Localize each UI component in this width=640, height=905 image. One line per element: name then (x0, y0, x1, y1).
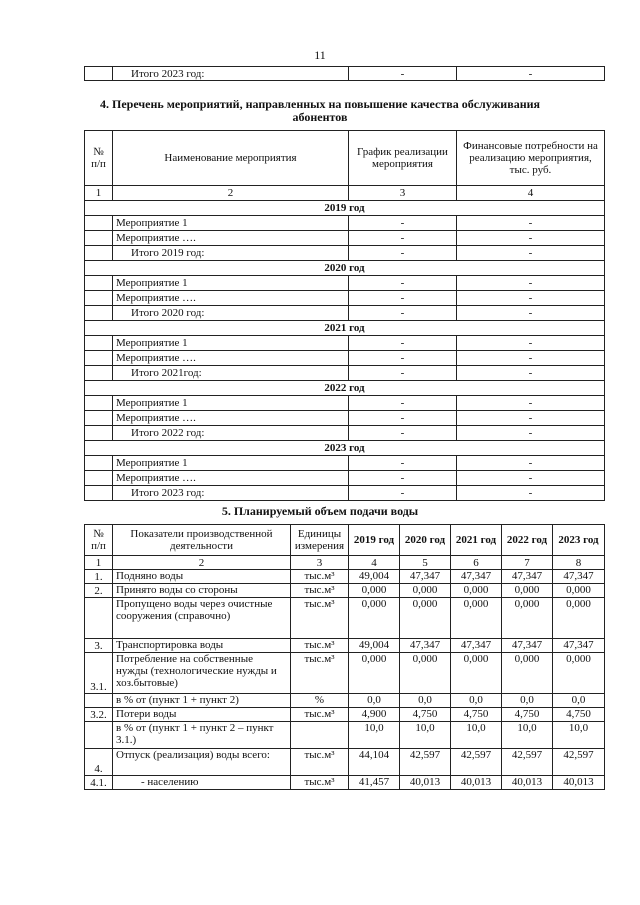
indicator-name: в % от (пункт 1 + пункт 2) (113, 694, 291, 708)
cell: - (457, 276, 605, 291)
cell: - (457, 231, 605, 246)
header-year: 2021 год (451, 525, 502, 556)
table-header-row (85, 525, 605, 556)
cell: - (349, 216, 457, 231)
row-number: 3. (85, 639, 113, 653)
table-row (85, 231, 605, 246)
value-cell: 0,0 (451, 694, 502, 708)
year-heading: 2022 год (85, 381, 605, 396)
cell: - (349, 471, 457, 486)
cell: Итого 2022 год: (113, 426, 349, 441)
value-cell: 4,750 (400, 708, 451, 722)
value-cell: 0,000 (451, 598, 502, 639)
cell: - (349, 276, 457, 291)
row-number (85, 694, 113, 708)
value-cell: 10,0 (553, 722, 605, 749)
table-row (85, 570, 605, 584)
header-unit: Единицы измерения (291, 525, 349, 556)
col-number: 4 (349, 556, 400, 570)
cell (85, 336, 113, 351)
unit: тыс.м³ (291, 584, 349, 598)
header-num: № п/п (85, 525, 113, 556)
table-row (85, 246, 605, 261)
cell (85, 486, 113, 501)
cell: - (457, 396, 605, 411)
indicator-name: Транспортировка воды (113, 639, 291, 653)
indicator-name: Потери воды (113, 708, 291, 722)
cell: - (457, 426, 605, 441)
cell: - (349, 366, 457, 381)
cell (85, 246, 113, 261)
col-number: 1 (85, 186, 113, 201)
page-number: 11 (314, 48, 326, 62)
value-cell: 0,000 (400, 584, 451, 598)
cell: - (457, 366, 605, 381)
unit: тыс.м³ (291, 749, 349, 776)
cell: - (457, 351, 605, 366)
table-row (85, 366, 605, 381)
cell: Мероприятие …. (113, 351, 349, 366)
year-row (85, 381, 605, 396)
section4-title (0, 98, 640, 124)
value-cell: 0,000 (451, 653, 502, 694)
col-number: 6 (451, 556, 502, 570)
unit: тыс.м³ (291, 570, 349, 584)
table-row (85, 639, 605, 653)
header-year: 2020 год (400, 525, 451, 556)
value-cell: 41,457 (349, 776, 400, 790)
value-cell: 0,000 (349, 584, 400, 598)
indicator-name: Потребление на собственные нужды (технологические нужды и хоз.бытовые) (113, 653, 291, 694)
cell: Итого 2023 год: (113, 67, 349, 81)
table-row (85, 486, 605, 501)
section4-title-line1: 4. Перечень мероприятий, направленных на повышение качества обслуживания (99, 97, 541, 111)
cell: - (349, 291, 457, 306)
section4-title-line2: абонентов (292, 110, 348, 124)
table-row (85, 396, 605, 411)
value-cell: 4,750 (553, 708, 605, 722)
water-supply-table (84, 524, 605, 790)
cell: Мероприятие 1 (113, 336, 349, 351)
value-cell: 0,000 (553, 598, 605, 639)
year-row (85, 261, 605, 276)
row-number (85, 598, 113, 639)
cell: - (349, 67, 457, 81)
cell (85, 471, 113, 486)
cell: - (457, 336, 605, 351)
year-heading: 2023 год (85, 441, 605, 456)
value-cell: 47,347 (451, 570, 502, 584)
value-cell: 0,0 (502, 694, 553, 708)
cell: - (349, 336, 457, 351)
cell: - (349, 426, 457, 441)
cell: Итого 2019 год: (113, 246, 349, 261)
value-cell: 47,347 (502, 639, 553, 653)
table-row (85, 67, 605, 81)
col-number: 5 (400, 556, 451, 570)
cell (85, 396, 113, 411)
value-cell: 10,0 (451, 722, 502, 749)
value-cell: 47,347 (400, 639, 451, 653)
row-number: 3.1. (85, 653, 113, 694)
cell: - (457, 456, 605, 471)
cell (85, 351, 113, 366)
cell (85, 426, 113, 441)
value-cell: 4,750 (451, 708, 502, 722)
table-row (85, 456, 605, 471)
unit: тыс.м³ (291, 639, 349, 653)
header-year: 2023 год (553, 525, 605, 556)
cell: Мероприятие 1 (113, 276, 349, 291)
unit: тыс.м³ (291, 598, 349, 639)
col-number: 3 (291, 556, 349, 570)
header-num: № п/п (85, 131, 113, 186)
unit: % (291, 694, 349, 708)
table-row (85, 306, 605, 321)
col-number: 1 (85, 556, 113, 570)
cell: - (349, 306, 457, 321)
column-number-row (85, 556, 605, 570)
col-number: 8 (553, 556, 605, 570)
table-row (85, 776, 605, 790)
value-cell: 47,347 (400, 570, 451, 584)
indicator-name: в % от (пункт 1 + пункт 2 – пункт 3.1.) (113, 722, 291, 749)
cell: - (349, 396, 457, 411)
table-header-row (85, 131, 605, 186)
cell (85, 306, 113, 321)
table-row (85, 694, 605, 708)
table-row (85, 336, 605, 351)
cell (85, 67, 113, 81)
cell: Мероприятие 1 (113, 396, 349, 411)
header-schedule: График реализации мероприятия (349, 131, 457, 186)
cell (85, 231, 113, 246)
cell: - (349, 486, 457, 501)
value-cell: 40,013 (400, 776, 451, 790)
measures-table (84, 130, 605, 501)
table-row (85, 276, 605, 291)
cell: - (349, 456, 457, 471)
cell: Мероприятие …. (113, 411, 349, 426)
row-number: 4.1. (85, 776, 113, 790)
value-cell: 40,013 (451, 776, 502, 790)
value-cell: 40,013 (553, 776, 605, 790)
table-row (85, 598, 605, 639)
cell: - (457, 486, 605, 501)
table-row (85, 749, 605, 776)
unit: тыс.м³ (291, 708, 349, 722)
unit: тыс.м³ (291, 653, 349, 694)
table-row (85, 291, 605, 306)
value-cell: 10,0 (502, 722, 553, 749)
indicator-name: Подняно воды (113, 570, 291, 584)
value-cell: 49,004 (349, 639, 400, 653)
cell: Мероприятие …. (113, 231, 349, 246)
cell: - (457, 216, 605, 231)
cell (85, 276, 113, 291)
cell: - (349, 231, 457, 246)
cell: Итого 2023 год: (113, 486, 349, 501)
value-cell: 47,347 (553, 570, 605, 584)
col-number: 2 (113, 556, 291, 570)
indicator-name: Отпуск (реализация) воды всего: (113, 749, 291, 776)
cell: Мероприятие 1 (113, 216, 349, 231)
row-number: 1. (85, 570, 113, 584)
cell: Итого 2021год: (113, 366, 349, 381)
column-number-row (85, 186, 605, 201)
cell: Мероприятие 1 (113, 456, 349, 471)
unit: тыс.м³ (291, 776, 349, 790)
row-number: 3.2. (85, 708, 113, 722)
col-number: 7 (502, 556, 553, 570)
cell: Мероприятие …. (113, 471, 349, 486)
header-indicator: Показатели производственной деятельности (113, 525, 291, 556)
cell: - (349, 411, 457, 426)
indicator-name: Принято воды со стороны (113, 584, 291, 598)
value-cell: 42,597 (400, 749, 451, 776)
cell: - (457, 246, 605, 261)
value-cell: 0,0 (349, 694, 400, 708)
value-cell: 0,000 (451, 584, 502, 598)
value-cell: 42,597 (502, 749, 553, 776)
value-cell: 10,0 (349, 722, 400, 749)
year-row (85, 321, 605, 336)
table-row (85, 351, 605, 366)
table-row (85, 708, 605, 722)
value-cell: 47,347 (502, 570, 553, 584)
value-cell: 42,597 (451, 749, 502, 776)
value-cell: 44,104 (349, 749, 400, 776)
value-cell: 0,000 (349, 653, 400, 694)
section5-title: 5. Планируемый объем подачи воды (221, 504, 419, 518)
value-cell: 47,347 (553, 639, 605, 653)
value-cell: 49,004 (349, 570, 400, 584)
unit (291, 722, 349, 749)
value-cell: 0,000 (553, 653, 605, 694)
table-row (85, 471, 605, 486)
value-cell: 0,000 (502, 653, 553, 694)
value-cell: 0,000 (502, 598, 553, 639)
col-number: 3 (349, 186, 457, 201)
value-cell: 0,000 (502, 584, 553, 598)
value-cell: 0,000 (349, 598, 400, 639)
value-cell: 47,347 (451, 639, 502, 653)
cell (85, 366, 113, 381)
cell (85, 291, 113, 306)
cell: - (349, 246, 457, 261)
header-year: 2019 год (349, 525, 400, 556)
value-cell: 0,000 (553, 584, 605, 598)
cell (85, 456, 113, 471)
value-cell: 10,0 (400, 722, 451, 749)
row-number: 4. (85, 749, 113, 776)
table-row (85, 722, 605, 749)
header-year: 2022 год (502, 525, 553, 556)
year-row (85, 201, 605, 216)
indicator-name: - населению (113, 776, 291, 790)
table-row (85, 584, 605, 598)
year-heading: 2021 год (85, 321, 605, 336)
year-heading: 2019 год (85, 201, 605, 216)
top-total-table (84, 66, 605, 81)
year-row (85, 441, 605, 456)
col-number: 4 (457, 186, 605, 201)
cell: - (349, 351, 457, 366)
table-row (85, 426, 605, 441)
cell: Мероприятие …. (113, 291, 349, 306)
cell: - (457, 471, 605, 486)
cell (85, 216, 113, 231)
value-cell: 0,0 (553, 694, 605, 708)
indicator-name: Пропущено воды через очистные сооружения (справочно) (113, 598, 291, 639)
cell: - (457, 291, 605, 306)
table-row (85, 653, 605, 694)
year-heading: 2020 год (85, 261, 605, 276)
table-row (85, 411, 605, 426)
row-number (85, 722, 113, 749)
row-number: 2. (85, 584, 113, 598)
cell: - (457, 306, 605, 321)
cell: Итого 2020 год: (113, 306, 349, 321)
col-number: 2 (113, 186, 349, 201)
value-cell: 42,597 (553, 749, 605, 776)
cell (85, 411, 113, 426)
value-cell: 0,000 (400, 598, 451, 639)
value-cell: 4,750 (502, 708, 553, 722)
value-cell: 40,013 (502, 776, 553, 790)
value-cell: 0,0 (400, 694, 451, 708)
value-cell: 4,900 (349, 708, 400, 722)
header-name: Наименование мероприятия (113, 131, 349, 186)
cell: - (457, 411, 605, 426)
cell: - (457, 67, 605, 81)
header-finance: Финансовые потребности на реализацию мероприятия, тыс. руб. (457, 131, 605, 186)
value-cell: 0,000 (400, 653, 451, 694)
table-row (85, 216, 605, 231)
